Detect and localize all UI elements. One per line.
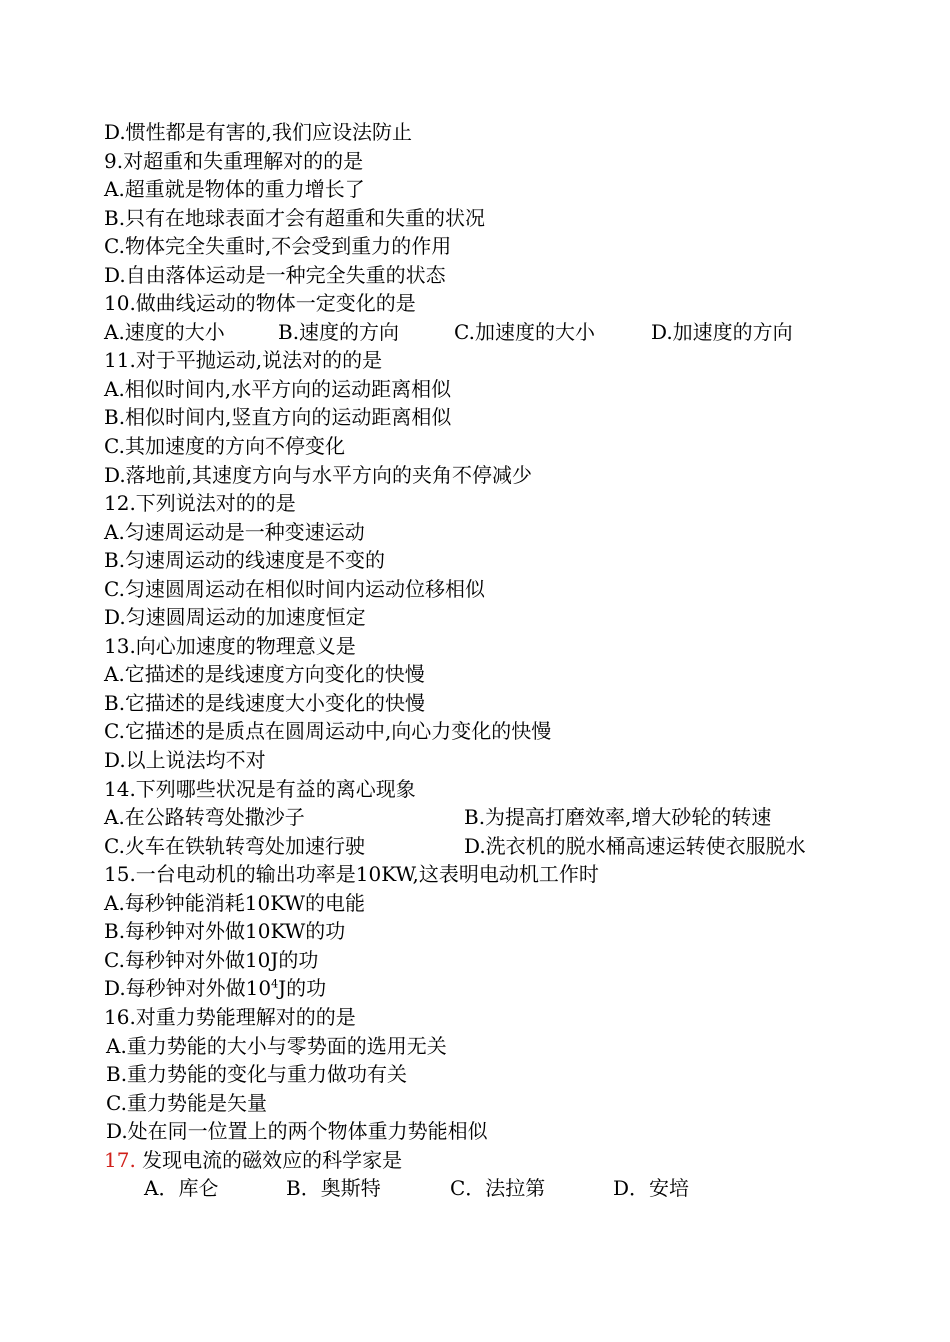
q15-option-d-suffix: J的功 — [278, 976, 327, 1001]
q12-option-a: A.匀速周运动是一种变速运动 — [104, 519, 365, 544]
q14-option-d: D.洗衣机的脱水桶高速运转使衣服脱水 — [464, 833, 806, 858]
q14-options-row1 — [104, 803, 884, 832]
q13-option-d: D.以上说法均不对 — [104, 748, 266, 773]
q12-stem: 12.下列说法对的的是 — [104, 491, 296, 516]
q15-option-d-prefix: D.每秒钟对外做10 — [104, 976, 272, 1001]
q16-option-d: D.处在同一位置上的两个物体重力势能相似 — [106, 1119, 488, 1144]
q13-option-a: A.它描述的是线速度方向变化的快慢 — [104, 662, 425, 687]
q17-options — [104, 1174, 884, 1203]
q11-option-d: D.落地前,其速度方向与水平方向的夹角不停减少 — [104, 462, 533, 487]
q10-option-a: A.速度的大小 — [104, 319, 225, 344]
q10-option-d: D.加速度的方向 — [651, 319, 793, 344]
q15-option-d — [104, 974, 884, 1003]
q15-option-c: C.每秒钟对外做10J的功 — [104, 947, 319, 972]
q9-option-a: A.超重就是物体的重力增长了 — [104, 177, 365, 202]
q11-option-c: C.其加速度的方向不停变化 — [104, 434, 345, 459]
q13-stem: 13.向心加速度的物理意义是 — [104, 633, 356, 658]
q9-option-c: C.物体完全失重时,不会受到重力的作用 — [104, 234, 452, 259]
q10-options — [104, 318, 884, 347]
q9-stem: 9.对超重和失重理解对的的是 — [104, 148, 364, 173]
q14-stem: 14.下列哪些状况是有益的离心现象 — [104, 776, 416, 801]
q15-stem: 15.一台电动机的输出功率是10KW,这表明电动机工作时 — [104, 862, 599, 887]
q13-option-c: C.它描述的是质点在圆周运动中,向心力变化的快慢 — [104, 719, 552, 744]
q15-option-a: A.每秒钟能消耗10KW的电能 — [104, 890, 366, 915]
q17-option-c: C．法拉第 — [450, 1176, 546, 1201]
q11-option-b: B.相似时间内,竖直方向的运动距离相似 — [104, 405, 452, 430]
q10-stem: 10.做曲线运动的物体一定变化的是 — [104, 291, 416, 316]
q17-stem-text: 发现电流的磁效应的科学家是 — [135, 1147, 403, 1172]
q14-option-b: B.为提高打磨效率,增大砂轮的转速 — [464, 805, 772, 830]
exponent: 4 — [271, 977, 279, 991]
q14-option-c: C.火车在铁轨转弯处加速行驶 — [104, 833, 365, 858]
q16-option-a: A.重力势能的大小与零势面的选用无关 — [106, 1033, 447, 1058]
q14-option-a: A.在公路转弯处撒沙子 — [104, 805, 305, 830]
q11-stem: 11.对于平抛运动,说法对的的是 — [104, 348, 383, 373]
q11-option-a: A.相似时间内,水平方向的运动距离相似 — [104, 376, 452, 401]
q17-option-d: D．安培 — [613, 1176, 690, 1201]
q12-option-d: D.匀速圆周运动的加速度恒定 — [104, 605, 366, 630]
q9-option-b: B.只有在地球表面才会有超重和失重的状况 — [104, 205, 486, 230]
q12-option-b: B.匀速周运动的线速度是不变的 — [104, 548, 386, 573]
q10-option-b: B.速度的方向 — [278, 319, 400, 344]
q16-option-b: B.重力势能的变化与重力做功有关 — [106, 1062, 408, 1087]
q16-stem: 16.对重力势能理解对的的是 — [104, 1004, 356, 1029]
q15-option-b: B.每秒钟对外做10KW的功 — [104, 919, 346, 944]
q16-option-c: C.重力势能是矢量 — [106, 1090, 267, 1115]
q14-options-row2 — [104, 832, 884, 861]
q10-option-c: C.加速度的大小 — [454, 319, 595, 344]
q8-option-d: D.惯性都是有害的,我们应设法防止 — [104, 120, 413, 144]
q12-option-c: C.匀速圆周运动在相似时间内运动位移相似 — [104, 576, 485, 601]
q9-option-d: D.自由落体运动是一种完全失重的状态 — [104, 262, 446, 287]
q13-option-b: B.它描述的是线速度大小变化的快慢 — [104, 690, 426, 715]
q17-option-a: A．库仑 — [144, 1176, 219, 1201]
q17-option-b: B．奥斯特 — [286, 1176, 381, 1201]
q17-number: 17. — [104, 1147, 136, 1172]
q17-stem — [104, 1146, 884, 1175]
exam-page — [104, 118, 884, 1203]
